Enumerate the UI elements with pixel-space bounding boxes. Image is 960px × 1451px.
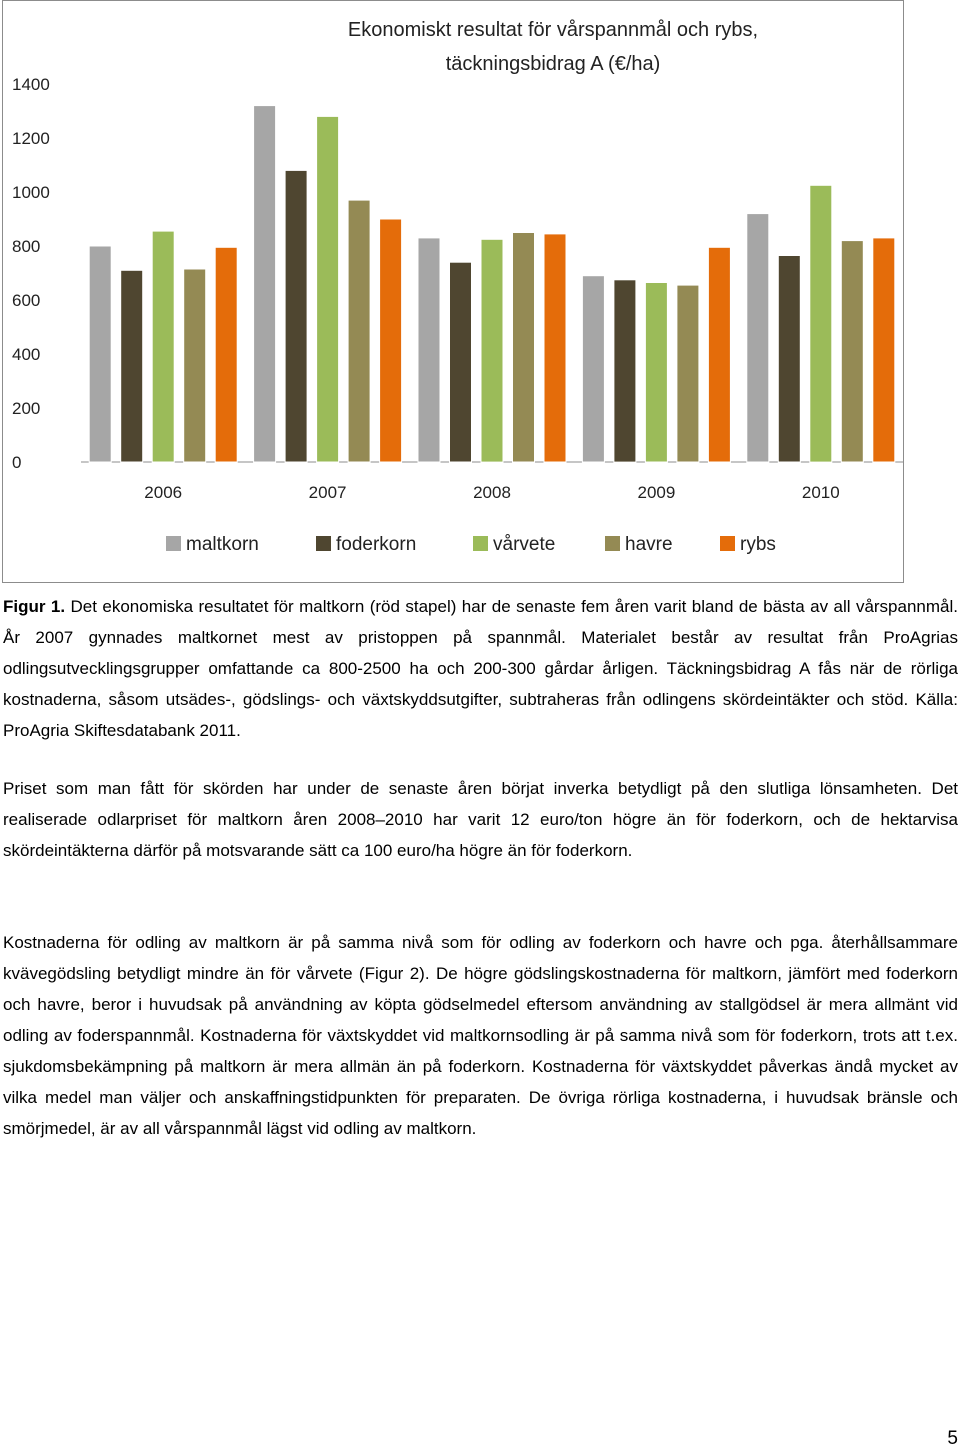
bar-rybs-2010 <box>873 238 895 462</box>
x-tick-label: 2006 <box>144 483 183 502</box>
bar-vårvete-2010 <box>810 185 832 462</box>
figure-caption <box>3 591 958 746</box>
bar-havre-2010 <box>841 241 863 462</box>
bar-maltkorn-2008 <box>418 238 440 462</box>
bar-foderkorn-2006 <box>121 270 143 462</box>
bar-havre-2006 <box>184 269 206 462</box>
bar-rybs-2007 <box>380 219 402 462</box>
bar-foderkorn-2009 <box>614 280 636 462</box>
caption-text: Det ekonomiska resultatet för maltkorn (röd stapel) har de senaste fem åren varit bland de bästa av all vårspannmål. År 2007 gynnades maltkornet mest av pristoppen på spannmål. Materialet består av resultat från ProAgrias odlingsutvecklingsgrupper omfattande ca 800-2500 ha och 200-300 gårdar årligen. Täckningsbidrag A fås när de rörliga kostnaderna, såsom utsädes-, gödslings- och växtskyddsutgifter, subtraheras från odlingens skördeintäkter och stöd. Källa: ProAgria Skiftesdatabank 2011. <box>3 597 958 740</box>
bar-rybs-2009 <box>708 247 730 462</box>
legend-label-rybs: rybs <box>740 534 776 555</box>
y-tick-label: 1000 <box>12 183 50 202</box>
y-tick-label: 400 <box>12 345 41 364</box>
legend-swatch-foderkorn <box>316 536 331 551</box>
y-tick-label: 200 <box>12 399 41 418</box>
bar-maltkorn-2010 <box>747 214 769 462</box>
legend-label-maltkorn: maltkorn <box>186 534 259 555</box>
paragraph-costs: Kostnaderna för odling av maltkorn är på samma nivå som för odling av foderkorn och havre och pga. återhållsammare kvävegödsling betydligt mindre än för vårvete (Figur 2). De högre gödslingskostnaderna för maltkorn, jämfört med foderkorn och havre, beror i huvudsak på användning av köpta gödselmedel eftersom användning av stallgödsel är mera allmänt vid odling av foderspannmål. Kostnaderna för växtskyddet vid maltkornsodling är på samma nivå som för foderkorn, trots att t.ex. sjukdomsbekämpning på maltkorn är mera allmän än på foderkorn. Kostnaderna för växtskyddet påverkas ändå mycket av vilka medel man väljer och anskaffningstidpunkten för preparaten. De övriga rörliga kostnaderna, i huvudsak bränsle och smörjmedel, är av all vårspannmål lägst vid odling av maltkorn. <box>3 933 958 1138</box>
bar-havre-2009 <box>677 285 699 462</box>
chart-container <box>2 0 904 583</box>
legend-swatch-maltkorn <box>166 536 181 551</box>
bar-vårvete-2007 <box>317 116 339 462</box>
bar-foderkorn-2007 <box>285 170 307 462</box>
y-tick-label: 600 <box>12 291 41 310</box>
bar-maltkorn-2006 <box>89 246 111 462</box>
legend-swatch-rybs <box>720 536 735 551</box>
legend-label-foderkorn: foderkorn <box>336 534 417 555</box>
page-number: 5 <box>947 1428 958 1449</box>
chart-title-line-1: Ekonomiskt resultat för vårspannmål och rybs, <box>347 19 759 41</box>
bar-vårvete-2006 <box>152 231 174 462</box>
bar-foderkorn-2010 <box>778 256 800 463</box>
legend-label-vårvete: vårvete <box>493 534 556 555</box>
bar-rybs-2006 <box>215 247 237 462</box>
paragraph-price: Priset som man fått för skörden har under de senaste åren börjat inverka betydligt på den slutliga lönsamheten. Det realiserade odlarpriset för maltkorn åren 2008–2010 har varit 12 euro/ton högre än för foderkorn, och de hektarvisa skördeintäkterna därför på motsvarande sätt ca 100 euro/ha högre än för foderkorn. <box>3 779 958 860</box>
legend-swatch-vårvete <box>473 536 488 551</box>
x-tick-label: 2009 <box>637 483 676 502</box>
bar-maltkorn-2007 <box>254 106 276 462</box>
x-tick-label: 2007 <box>308 483 347 502</box>
bar-foderkorn-2008 <box>450 262 472 462</box>
y-tick-label: 800 <box>12 237 41 256</box>
bar-havre-2008 <box>513 233 535 463</box>
legend-label-havre: havre <box>625 534 673 555</box>
bar-vårvete-2009 <box>645 283 667 463</box>
y-tick-label: 1400 <box>12 75 50 94</box>
bar-maltkorn-2009 <box>582 276 604 462</box>
y-tick-label: 0 <box>12 453 22 472</box>
chart-title-line-2: täckningsbidrag A (€/ha) <box>445 53 661 75</box>
bar-havre-2007 <box>348 200 370 462</box>
x-tick-label: 2008 <box>473 483 511 502</box>
x-tick-label: 2010 <box>801 483 840 502</box>
y-tick-label: 1200 <box>12 129 50 148</box>
bar-chart <box>3 1 905 584</box>
bar-rybs-2008 <box>544 234 566 462</box>
caption-lead: Figur 1. <box>3 597 66 616</box>
legend-swatch-havre <box>605 536 620 551</box>
bar-vårvete-2008 <box>481 239 503 462</box>
